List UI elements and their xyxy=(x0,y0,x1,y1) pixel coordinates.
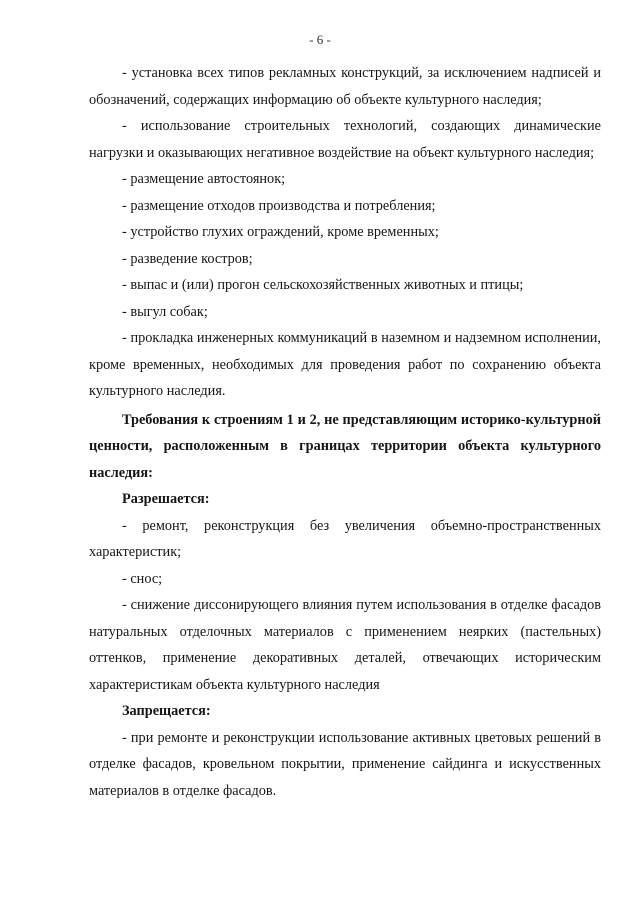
paragraph-fences-ban: - устройство глухих ограждений, кроме временных; xyxy=(122,224,439,240)
paragraph-waste-ban: - размещение отходов производства и потребления; xyxy=(122,197,436,214)
page-number: - 6 - xyxy=(309,32,331,47)
paragraph-demolition-allowed: - снос; xyxy=(122,570,163,587)
paragraph-advertising-ban: - установка всех типов рекламных конструкций, за исключением надписей и обозначений, содержащих информацию об объекте культурного наследия; xyxy=(89,65,601,108)
paragraph-parking-ban: - размещение автостоянок; xyxy=(122,171,286,187)
section-heading-buildings: Требования к строениям 1 и 2, не представляющим историко-культурной ценности, расположенным в границах территории объекта культурного наследия: xyxy=(89,411,601,481)
document-body xyxy=(89,60,601,804)
paragraph-facade-colors-ban: - при ремонте и реконструкции использование активных цветовых решений в отделке фасадов, кровельном покрытии, применение сайдинга и искусственных материалов в отделке фасадов. xyxy=(89,729,601,799)
subheading-prohibited: Запрещается: xyxy=(122,703,211,719)
subheading-allowed: Разрешается: xyxy=(122,491,210,507)
paragraph-repair-allowed: - ремонт, реконструкция без увеличения объемно-пространственных характеристик; xyxy=(89,517,601,560)
paragraph-fires-ban: - разведение костров; xyxy=(122,250,253,267)
paragraph-dissonance-reduction: - снижение диссонирующего влияния путем использования в отделке фасадов натуральных отделочных материалов с применением неярких (пастельных) оттенков, применение декоративных деталей, отвечающих историческим характеристикам объекта культурного наследия xyxy=(89,597,601,693)
paragraph-dog-walking-ban: - выгул собак; xyxy=(122,303,208,320)
paragraph-livestock-ban: - выпас и (или) прогон сельскохозяйственных животных и птицы; xyxy=(122,277,524,293)
paragraph-utilities-ban: - прокладка инженерных коммуникаций в наземном и надземном исполнении, кроме временных, необходимых для проведения работ по сохранению объекта культурного наследия. xyxy=(89,330,601,399)
paragraph-construction-tech-ban: - использование строительных технологий, создающих динамические нагрузки и оказывающих негативное воздействие на объект культурного наследия; xyxy=(89,118,601,161)
